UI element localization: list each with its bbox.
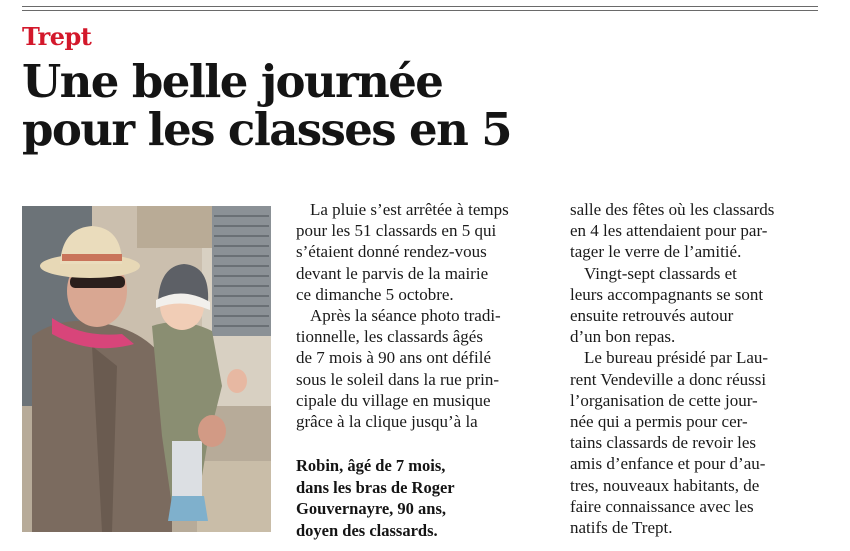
top-rule	[22, 6, 818, 7]
headline-line-1: Une belle journée	[22, 55, 443, 108]
body-line: salle des fêtes où les classards	[570, 200, 775, 219]
body-line: devant le parvis de la mairie	[296, 263, 489, 283]
body-line: tres, nouveaux habitants, de	[570, 475, 760, 495]
body-line: Le bureau présidé par Lau-	[584, 348, 769, 368]
body-line: grâce à la clique jusqu’à la	[296, 412, 478, 432]
body-line: d’un bon repas.	[570, 327, 676, 347]
caption-line: Gouvernayre, 90 ans,	[296, 499, 447, 518]
body-line: tager le verre de l’amitié.	[570, 242, 742, 262]
photo-illustration	[22, 206, 271, 532]
headline-line-2: pour les classes en 5	[22, 103, 511, 156]
caption-line: doyen des classards.	[296, 520, 438, 540]
body-line: faire connaissance avec les	[570, 496, 754, 516]
body-line: née qui a permis pour cer-	[570, 412, 748, 432]
body-line: sous le soleil dans la rue prin-	[296, 369, 500, 389]
body-line: amis d’enfance et pour d’au-	[570, 454, 766, 474]
body-line: leurs accompagnants se sont	[570, 284, 764, 304]
body-line: pour les 51 classards en 5 qui	[296, 221, 497, 241]
headline	[22, 55, 822, 156]
body-line: tains classards de revoir les	[570, 433, 756, 453]
body-line: natifs de Trept.	[570, 518, 673, 538]
body-line: l’organisation de cette jour-	[570, 390, 758, 410]
article-photo	[22, 206, 271, 532]
article-column-2	[570, 199, 817, 538]
body-line: de 7 mois à 90 ans ont défilé	[296, 348, 491, 368]
article-column-1	[296, 199, 546, 432]
body-line: cipale du village en musique	[296, 390, 491, 410]
photo-caption	[296, 455, 546, 541]
body-line: ensuite retrouvés autour	[570, 306, 734, 326]
body-line: Après la séance photo tradi-	[310, 306, 501, 326]
top-rule-inner	[22, 10, 818, 11]
body-line: en 4 les attendaient pour par-	[570, 221, 768, 241]
body-line: ce dimanche 5 octobre.	[296, 284, 454, 304]
body-line: s’étaient donné rendez-vous	[296, 242, 487, 262]
caption-line: dans les bras de Roger	[296, 477, 455, 497]
body-line: rent Vendeville a donc réussi	[570, 369, 767, 389]
body-line: Vingt-sept classards et	[584, 263, 737, 283]
body-line: La pluie s’est arrêtée à temps	[310, 200, 509, 219]
caption-line: Robin, âgé de 7 mois,	[296, 456, 446, 475]
body-line: tionnelle, les classards âgés	[296, 327, 483, 347]
section-kicker: Trept	[22, 22, 92, 51]
